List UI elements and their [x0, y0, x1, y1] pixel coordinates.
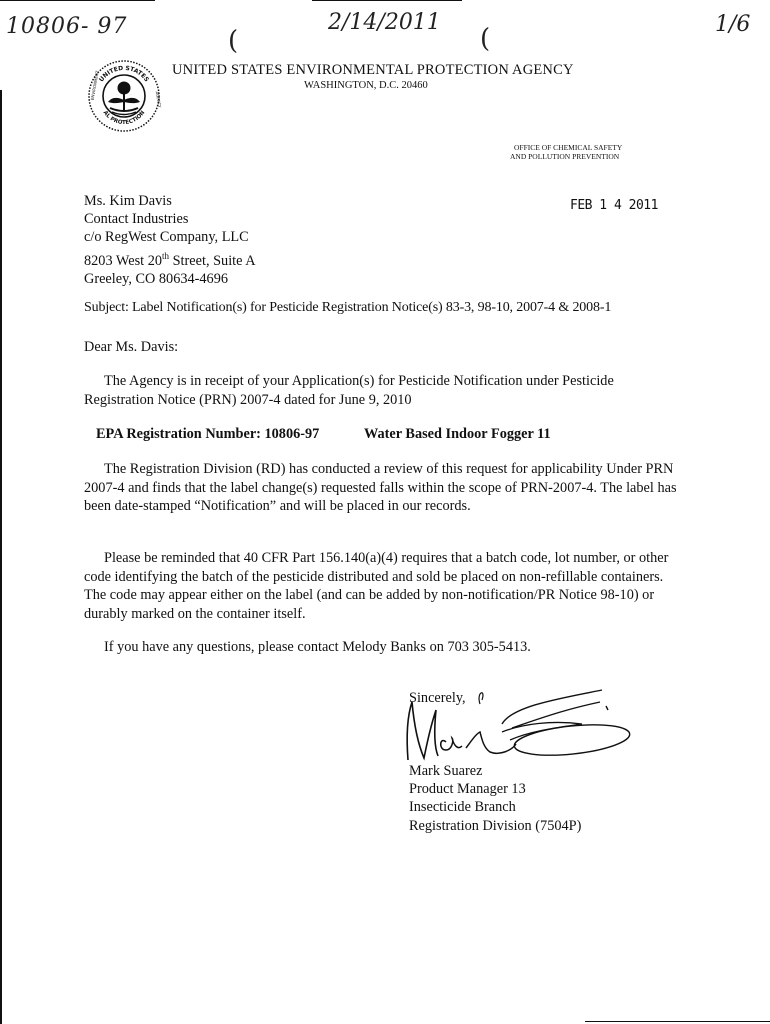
agency-name: UNITED STATES ENVIRONMENTAL PROTECTION AGENCY [172, 62, 574, 78]
paragraph-contact: If you have any questions, please contact Melody Banks on 703 305-5413. [104, 639, 531, 655]
seal-left-text: ENVIRONMENT [89, 70, 100, 101]
scan-edge-left [0, 90, 2, 1024]
recipient-name: Ms. Kim Davis [84, 193, 172, 209]
signatory-name: Mark Suarez [409, 763, 483, 779]
paragraph-receipt: The Agency is in receipt of your Application(s) for Pesticide Notification under Pesticide Registration Notice (PRN) 2007-4 dated for June 9, 2010 [84, 373, 614, 408]
signatory-division: Registration Division (7504P) [409, 817, 582, 834]
registration-number: EPA Registration Number: 10806-97 [96, 426, 320, 442]
product-name: Water Based Indoor Fogger 11 [364, 426, 551, 442]
handwritten-date: 2/14/2011 [328, 10, 441, 35]
received-date-stamp: FEB 1 4 2011 [570, 198, 658, 213]
scan-edge-top [0, 0, 155, 1]
seal-right-text: AGENCY [154, 90, 162, 109]
epa-seal-logo [86, 58, 162, 134]
scan-edge-top-mid [312, 0, 462, 1]
paragraph-review: The Registration Division (RD) has conducted a review of this request for applicability Under PRN 2007-4 and finds that the label change(s) requested falls within the scope of PRN-2007-4. The label has been date-stamped “Notification” and will be placed in our records. [84, 461, 677, 514]
handwritten-paren-left: ( [228, 26, 239, 56]
office-name-line2: AND POLLUTION PREVENTION [510, 152, 620, 161]
subject-line: Subject: Label Notification(s) for Pesticide Registration Notice(s) 83-3, 98-10, 2007-4 & 2008-1 [84, 300, 612, 315]
svg-text:UNITED STATES [98, 65, 150, 83]
signatory-block [409, 762, 581, 835]
signatory-branch: Insecticide Branch [409, 799, 516, 816]
handwritten-file-number: 10806- 97 [6, 14, 128, 39]
signatory-title: Product Manager 13 [409, 781, 526, 798]
recipient-care-of: c/o RegWest Company, LLC [84, 229, 249, 246]
recipient-city: Greeley, CO 80634-4696 [84, 270, 228, 287]
svg-text:AL PROTECTION [102, 110, 147, 126]
office-name-line1: OFFICE OF CHEMICAL SAFETY [514, 143, 623, 152]
agency-location: WASHINGTON, D.C. 20460 [304, 80, 428, 91]
salutation: Dear Ms. Davis: [84, 339, 179, 355]
recipient-street: 8203 West 20th Street, Suite A [84, 250, 256, 269]
closing-sincerely: Sincerely, [409, 690, 466, 706]
paragraph-batch-code: Please be reminded that 40 CFR Part 156.140(a)(4) requires that a batch code, lot number, or other code identifying the batch of the pesticide distributed and sold be placed on non-refillable containers. The code may appear either on the label (and can be added by non-notification/PR Notice 98-10) or durably marked on the container itself. [84, 550, 669, 622]
handwritten-paren-right: ( [480, 24, 491, 54]
handwritten-signature [402, 684, 642, 770]
seal-bottom-text: AL PROTECTION [101, 109, 147, 127]
scan-edge-bottom [585, 1021, 770, 1022]
seal-top-text: UNITED STATES [97, 64, 151, 84]
handwritten-page-count: 1/6 [715, 12, 751, 37]
recipient-address [84, 192, 256, 288]
recipient-company: Contact Industries [84, 211, 189, 228]
